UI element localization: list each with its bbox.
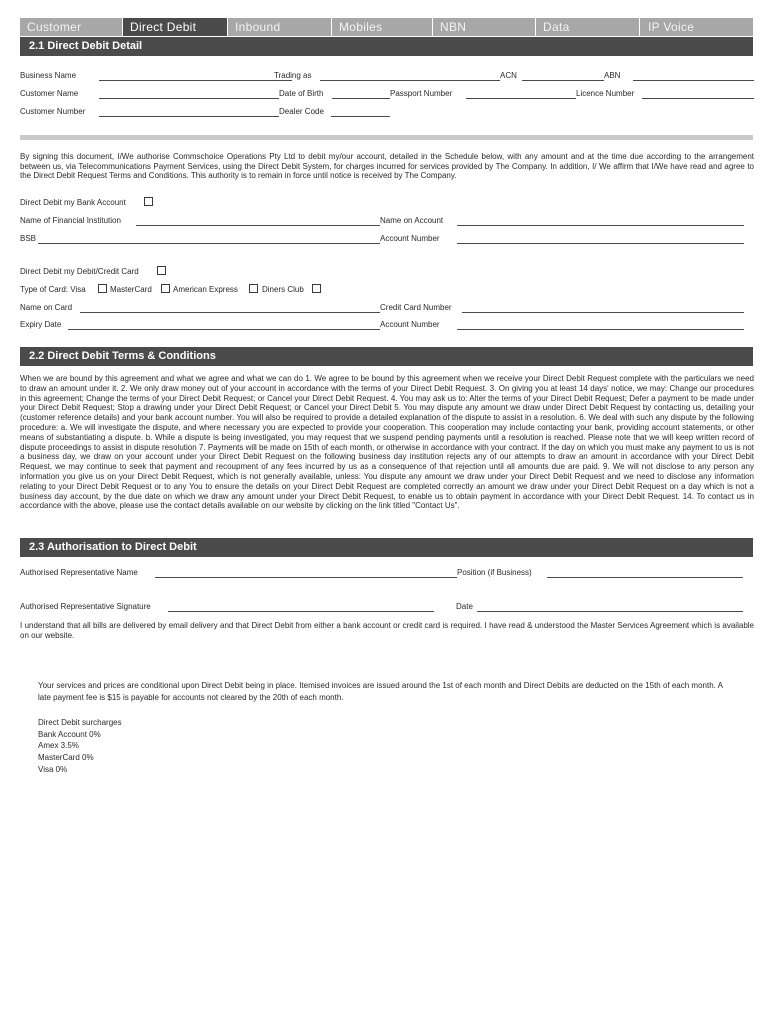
row-customer: [20, 88, 754, 100]
customer-number-label: Customer Number: [20, 107, 86, 116]
row-customer-number: [20, 106, 754, 118]
surcharge-amex: Amex 3.5%: [38, 741, 79, 751]
tab-ip-voice[interactable]: IP Voice: [640, 18, 753, 36]
trading-as-field[interactable]: [320, 80, 500, 81]
row-representative-name: [20, 567, 754, 579]
bank-account-label: Direct Debit my Bank Account: [20, 198, 126, 207]
date-label: Date: [456, 602, 473, 611]
name-on-account-label: Name on Account: [380, 216, 444, 225]
diners-checkbox[interactable]: [312, 284, 321, 293]
card-type-label: Type of Card: Visa: [20, 285, 86, 294]
section-header-terms-conditions: 2.2 Direct Debit Terms & Conditions: [20, 347, 753, 366]
row-expiry: [20, 319, 754, 331]
row-financial-institution: [20, 215, 754, 227]
date-of-birth-label: Date of Birth: [279, 89, 324, 98]
business-name-label: Business Name: [20, 71, 77, 80]
credit-card-number-field[interactable]: [462, 312, 744, 313]
section-header-authorisation: 2.3 Authorisation to Direct Debit: [20, 538, 753, 557]
passport-number-field[interactable]: [466, 98, 576, 99]
account-number-label: Account Number: [380, 234, 440, 243]
financial-institution-label: Name of Financial Institution: [20, 216, 121, 225]
tab-mobiles[interactable]: Mobiles: [332, 18, 432, 36]
bank-account-checkbox[interactable]: [144, 197, 153, 206]
financial-institution-field[interactable]: [136, 225, 380, 226]
tab-customer[interactable]: Customer: [20, 18, 122, 36]
section-header-direct-debit-detail: 2.1 Direct Debit Detail: [20, 37, 753, 56]
authority-text: By signing this document, I/We authorise Commschoice Operations Pty Ltd to debit my/our account, detailed in the Schedule below, with any amount and at the time due according to the arrangement between us, via Telecommunications Payment Services, using the Direct Debit System, for charges incurred for services provided by The Company. In addition, I/ We affirm that I/We have read and agree to the Direct Debit Request Terms and Conditions. This authority is to remain in force until notice is received by The Company.: [20, 152, 754, 181]
row-card-option: [20, 266, 754, 278]
section-divider: [20, 135, 753, 140]
mastercard-label: MasterCard: [110, 285, 152, 294]
card-account-number-field[interactable]: [457, 329, 744, 330]
name-on-card-label: Name on Card: [20, 303, 73, 312]
row-representative-signature: [20, 601, 754, 613]
row-name-on-card: [20, 302, 754, 314]
customer-name-label: Customer Name: [20, 89, 79, 98]
licence-number-field[interactable]: [642, 98, 754, 99]
business-name-field[interactable]: [99, 80, 292, 81]
name-on-card-field[interactable]: [80, 312, 380, 313]
form-tabs: [20, 18, 753, 36]
card-option-label: Direct Debit my Debit/Credit Card: [20, 267, 139, 276]
position-field[interactable]: [547, 577, 743, 578]
mastercard-checkbox[interactable]: [161, 284, 170, 293]
tab-nbn[interactable]: NBN: [433, 18, 535, 36]
amex-checkbox[interactable]: [249, 284, 258, 293]
row-bank-account-option: [20, 197, 754, 209]
representative-signature-field[interactable]: [168, 611, 434, 612]
dealer-code-label: Dealer Code: [279, 107, 324, 116]
dealer-code-field[interactable]: [331, 116, 390, 117]
pricing-note: Your services and prices are conditional upon Direct Debit being in place. Itemised invoices are issued around the 1st of each month and Direct Debits are deducted on the 15th of each month. A late payment fee is $15 is payable for accounts not cleared by the 20th of each month.: [38, 681, 723, 702]
diners-label: Diners Club: [262, 285, 304, 294]
expiry-date-field[interactable]: [68, 329, 380, 330]
bsb-label: BSB: [20, 234, 37, 243]
bsb-field[interactable]: [38, 243, 380, 244]
passport-number-label: Passport Number: [390, 89, 453, 98]
account-number-field[interactable]: [457, 243, 744, 244]
tab-data[interactable]: Data: [536, 18, 639, 36]
representative-signature-label: Authorised Representative Signature: [20, 602, 151, 611]
name-on-account-field[interactable]: [457, 225, 744, 226]
abn-field[interactable]: [633, 80, 754, 81]
date-field[interactable]: [477, 611, 743, 612]
amex-label: American Express: [173, 285, 238, 294]
row-card-type: [20, 284, 754, 296]
card-option-checkbox[interactable]: [157, 266, 166, 275]
customer-number-field[interactable]: [99, 116, 279, 117]
expiry-date-label: Expiry Date: [20, 320, 62, 329]
surcharge-visa: Visa 0%: [38, 764, 68, 774]
position-label: Position (if Business): [457, 568, 532, 577]
surcharge-bank-account: Bank Account 0%: [38, 729, 101, 739]
row-business: [20, 70, 754, 82]
row-bsb: [20, 233, 754, 245]
surcharge-mastercard: MasterCard 0%: [38, 753, 94, 763]
tab-direct-debit[interactable]: Direct Debit: [123, 18, 227, 36]
representative-name-field[interactable]: [155, 577, 457, 578]
date-of-birth-field[interactable]: [332, 98, 390, 99]
licence-number-label: Licence Number: [576, 89, 635, 98]
card-account-number-label: Account Number: [380, 320, 440, 329]
surcharges-title: Direct Debit surcharges: [38, 718, 122, 727]
terms-text: When we are bound by this agreement and what we agree and what we can do 1. We agree to be bound by this agreement when we receive your Direct Debit Request complete with the particulars we need to draw an amount under it. 2. We only draw money out of your account in accordance with the terms of your Direct Debit Request. 3. On giving you at least 14 days' notice, we may: Change our procedures in this agreement; Change the terms of your Direct Debit Request; or Cancel your Direct Debit Request. 4. You may ask us to: Alter the terms of your Direct Debit Request; Defer a payment to be made under your Direct Debit Request; Stop a drawing under your Direct Debit Request; or Cancel your Direct Debit 5. You may dispute any amount we draw under Direct Debit Request by contacting us, detailing your (customer reference details) and your bank account number. You will also be required to provide a detailed explanation of the dispute to assist in a resolution. 6. We deal with such any dispute by the following procedure: a. We will investigate the dispute, and where necessary you are expected to provide your cooperation. This cooperation may include contacting your bank, providing account statements, or other means of substantiating a dispute. b. While a dispute is being investigated, you may request that we suspend pending payments until a resolution is reached. Please note that we will keep written record of dispute proceedings to assist in dispute resolution 7. Payments will be made on 15th of each month, or otherwise in accordance with your contract. If the day on which you must make any payment to us is not a business day, we draw on your account under your Direct Debit Request on the following business day institution rejects any of our attempts to draw an amount in accordance with your Direct Debit Request, we may continue to seek that payment and recoupment of any fees incurred by us as a consequence of that rejection until all amounts due are paid. 9. We will not disclose to any person any information you give us on your Direct Debit Request, which is not generally available, unless: You dispute any amount we draw under your Direct Debit Request and we need to disclose any information relating to your Direct Debit Request or to any You to ensure the details on your Direct Debit Request are completed correctly an amount we draw under your Direct Debit Request on a day which is not a business day account, by the due date on which we draw any amount under your Direct Debit Request, to enable us to obtain payment in accordance with your Direct Debit Request. 14. To contact us in accordance with the above, please use the contact details available on our website by clicking on the link titled "Contact Us".: [20, 374, 754, 511]
acn-label: ACN: [500, 71, 517, 80]
acn-field[interactable]: [522, 80, 604, 81]
surcharges-list: [38, 717, 122, 776]
tab-inbound[interactable]: Inbound: [228, 18, 331, 36]
acknowledgement-text: I understand that all bills are delivered by email delivery and that Direct Debit from either a bank account or credit card is required. I have read & understood the Master Services Agreement which is available on our website.: [20, 621, 754, 640]
representative-name-label: Authorised Representative Name: [20, 568, 138, 577]
abn-label: ABN: [604, 71, 621, 80]
visa-checkbox[interactable]: [98, 284, 107, 293]
customer-name-field[interactable]: [99, 98, 279, 99]
credit-card-number-label: Credit Card Number: [380, 303, 452, 312]
trading-as-label: Trading as: [274, 71, 312, 80]
